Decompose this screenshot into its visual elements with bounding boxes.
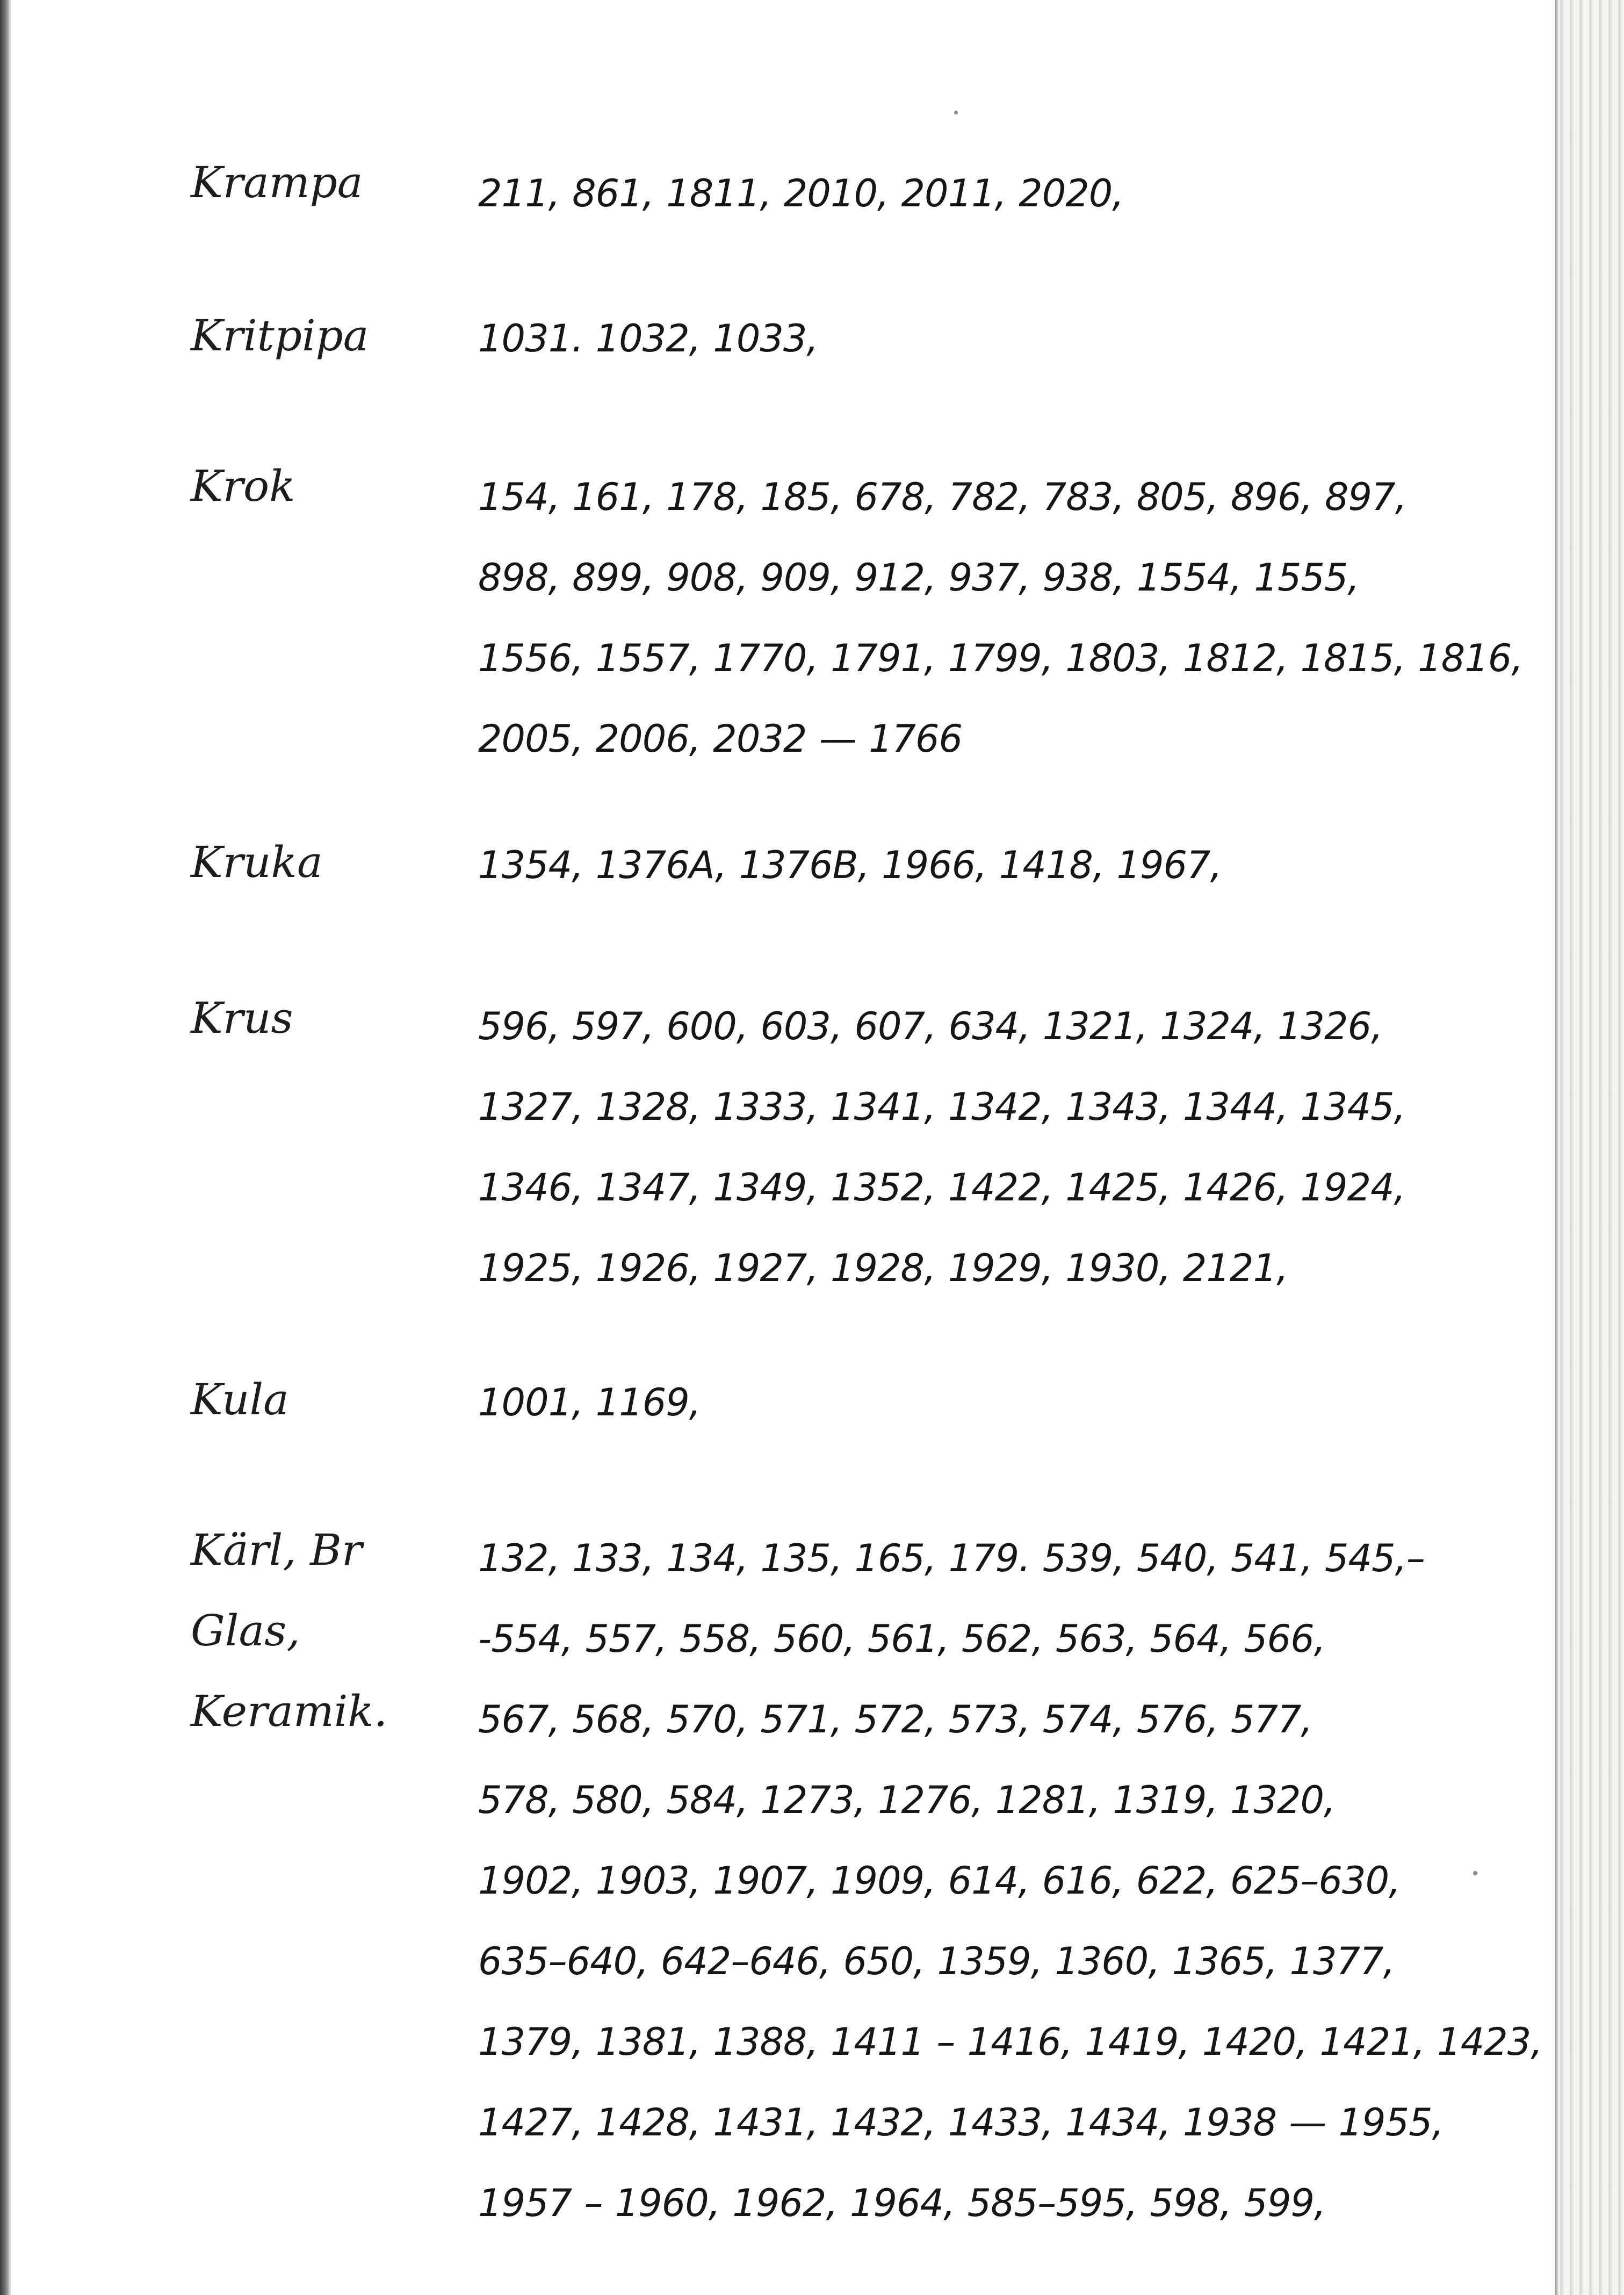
numbers-line: 154, 161, 178, 185, 678, 782, 783, 805, 896, 897, [478, 475, 1406, 519]
numbers-line: 211, 861, 1811, 2010, 2011, 2020, [478, 171, 1124, 215]
numbers-line: 596, 597, 600, 603, 607, 634, 1321, 1324, 1326, [478, 1004, 1383, 1048]
numbers-line: 1925, 1926, 1927, 1928, 1929, 1930, 2121, [478, 1246, 1288, 1290]
numbers-line: 1556, 1557, 1770, 1791, 1799, 1803, 1812, 1815, 1816, [478, 636, 1523, 680]
entry-term-kritpipa: Kritpipa [191, 311, 369, 361]
numbers-line: 1379, 1381, 1388, 1411 – 1416, 1419, 1420, 1421, 1423, [478, 2020, 1542, 2064]
entry-term-krampa: Krampa [191, 157, 363, 207]
numbers-line: 578, 580, 584, 1273, 1276, 1281, 1319, 1320, [478, 1778, 1336, 1822]
entry-numbers-krus [478, 986, 1405, 1308]
entry-numbers-krampa [478, 153, 1386, 234]
entry-numbers-kritpipa [478, 298, 1386, 379]
numbers-line: -554, 557, 558, 560, 561, 562, 563, 564, 566, [478, 1617, 1326, 1661]
numbers-line: 132, 133, 134, 135, 165, 179. 539, 540, 541, 545,– [478, 1536, 1425, 1580]
entry-term-krok: Krok [191, 461, 295, 511]
numbers-line: 1001, 1169, [478, 1380, 701, 1425]
numbers-line: 635–640, 642–646, 650, 1359, 1360, 1365, 1377, [478, 1939, 1395, 1983]
numbers-line: 1427, 1428, 1431, 1432, 1433, 1434, 1938 — 1955, [478, 2100, 1443, 2145]
entry-numbers-karl [478, 1518, 1542, 2243]
page-right-edge-stack [1555, 0, 1624, 2295]
numbers-line: 1902, 1903, 1907, 1909, 614, 616, 622, 625–630, [478, 1859, 1401, 1903]
page-left-edge-shadow [0, 0, 11, 2295]
entry-term-kruka: Kruka [191, 837, 323, 887]
numbers-line: 567, 568, 570, 571, 572, 573, 574, 576, 577, [478, 1697, 1312, 1742]
numbers-line: 1327, 1328, 1333, 1341, 1342, 1343, 1344, 1345, [478, 1085, 1405, 1129]
paper-speck [1473, 1871, 1477, 1875]
entry-term-krus: Krus [191, 993, 293, 1043]
paper-speck [954, 111, 958, 114]
numbers-line: 1354, 1376A, 1376B, 1966, 1418, 1967, [478, 843, 1222, 887]
entry-term-kula: Kula [191, 1375, 289, 1425]
entry-numbers-kruka [478, 825, 1386, 905]
numbers-line: 1957 – 1960, 1962, 1964, 585–595, 598, 599, [478, 2181, 1326, 2225]
numbers-line: 1031. 1032, 1033, [478, 316, 818, 361]
entry-numbers-kula [478, 1362, 1386, 1443]
numbers-line: 1346, 1347, 1349, 1352, 1422, 1425, 1426, 1924, [478, 1166, 1405, 1210]
numbers-line: 2005, 2006, 2032 — 1766 [478, 717, 963, 761]
entry-term-karl: Kärl, Br Glas, Keramik. [191, 1525, 388, 1736]
numbers-line: 898, 899, 908, 909, 912, 937, 938, 1554, 1555, [478, 556, 1359, 600]
entry-numbers-krok [478, 457, 1523, 779]
